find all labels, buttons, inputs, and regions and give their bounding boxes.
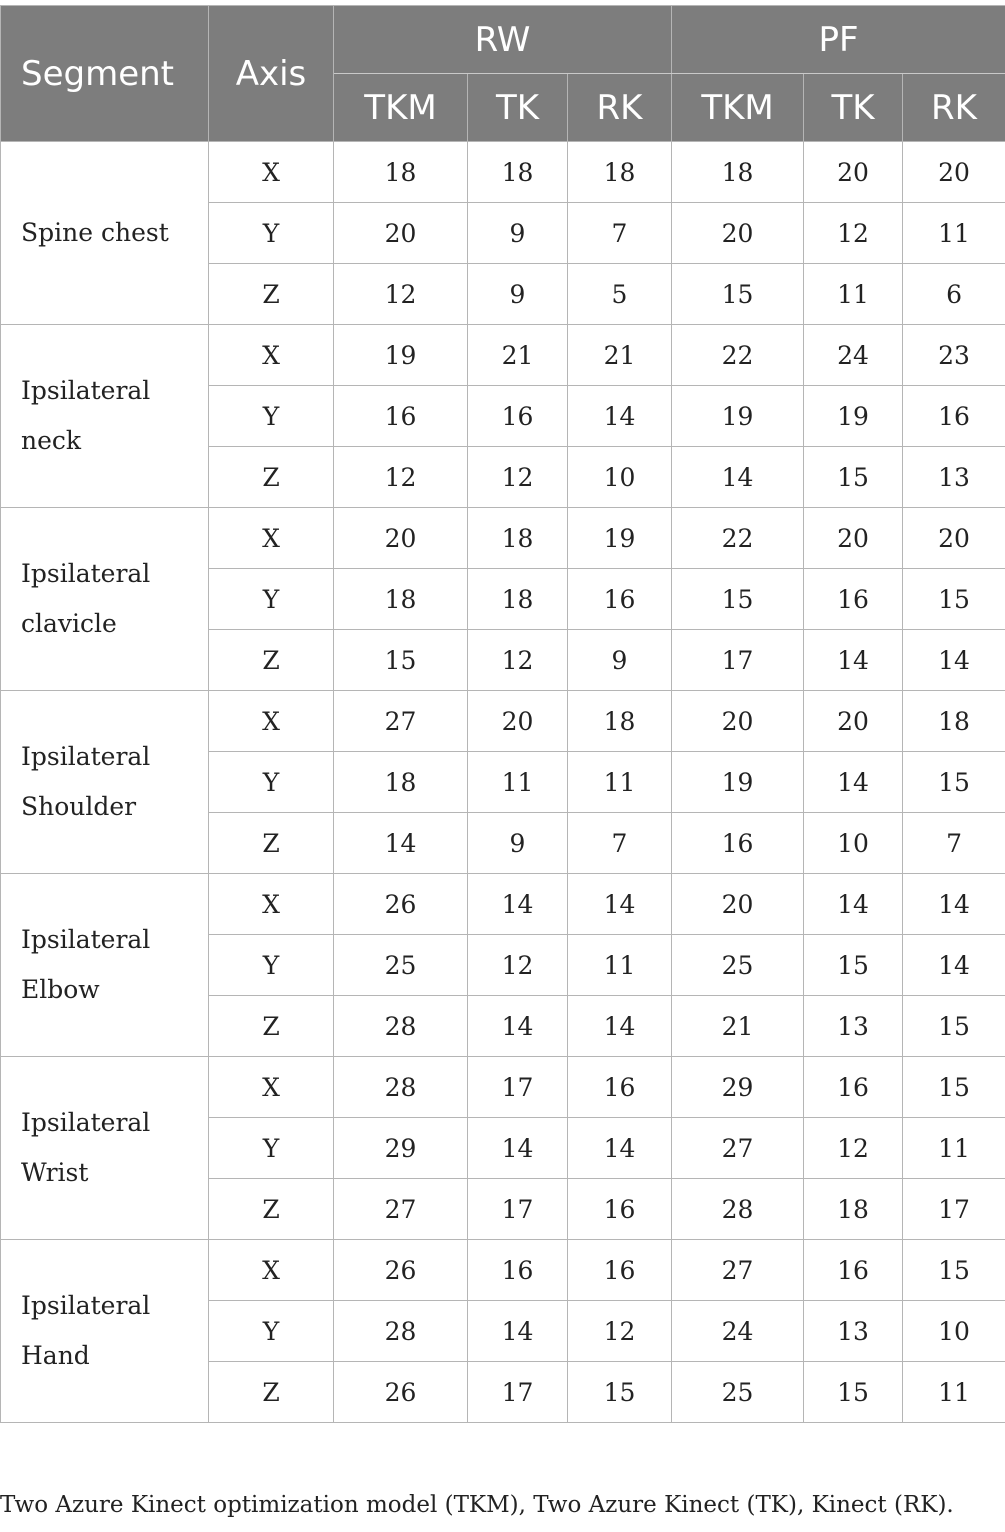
value-cell: 28 bbox=[334, 996, 468, 1057]
value-cell: 28 bbox=[334, 1057, 468, 1118]
value-cell: 18 bbox=[334, 569, 468, 630]
value-cell: 29 bbox=[334, 1118, 468, 1179]
segment-name: Ipsilateral Shoulder bbox=[1, 691, 209, 874]
value-cell: 14 bbox=[334, 813, 468, 874]
value-cell: 15 bbox=[804, 935, 903, 996]
value-cell: 16 bbox=[468, 1240, 568, 1301]
value-cell: 15 bbox=[568, 1362, 672, 1423]
value-cell: 16 bbox=[468, 386, 568, 447]
value-cell: 16 bbox=[568, 1179, 672, 1240]
value-cell: 17 bbox=[468, 1179, 568, 1240]
value-cell: 15 bbox=[804, 1362, 903, 1423]
value-cell: 25 bbox=[672, 1362, 804, 1423]
value-cell: 10 bbox=[804, 813, 903, 874]
table-row bbox=[1, 874, 1005, 935]
value-cell: 20 bbox=[672, 203, 804, 264]
value-cell: 22 bbox=[672, 325, 804, 386]
value-cell: 18 bbox=[468, 508, 568, 569]
value-cell: 7 bbox=[903, 813, 1005, 874]
axis-cell: Y bbox=[209, 1301, 334, 1362]
value-cell: 29 bbox=[672, 1057, 804, 1118]
value-cell: 12 bbox=[334, 447, 468, 508]
value-cell: 15 bbox=[903, 752, 1005, 813]
value-cell: 14 bbox=[568, 386, 672, 447]
value-cell: 13 bbox=[804, 1301, 903, 1362]
axis-cell: Y bbox=[209, 752, 334, 813]
group-header-rw: RW bbox=[334, 6, 672, 74]
value-cell: 11 bbox=[568, 935, 672, 996]
value-cell: 15 bbox=[903, 569, 1005, 630]
value-cell: 20 bbox=[804, 508, 903, 569]
axis-cell: Z bbox=[209, 1362, 334, 1423]
value-cell: 17 bbox=[672, 630, 804, 691]
segment-header: Segment bbox=[1, 6, 209, 142]
axis-cell: Z bbox=[209, 264, 334, 325]
value-cell: 14 bbox=[804, 874, 903, 935]
segment-name: Ipsilateral Wrist bbox=[1, 1057, 209, 1240]
value-cell: 20 bbox=[903, 508, 1005, 569]
value-cell: 27 bbox=[672, 1118, 804, 1179]
segment-name: Ipsilateral Hand bbox=[1, 1240, 209, 1423]
table-row bbox=[1, 1240, 1005, 1301]
value-cell: 14 bbox=[568, 874, 672, 935]
table-header bbox=[1, 6, 1005, 142]
value-cell: 14 bbox=[468, 996, 568, 1057]
value-cell: 24 bbox=[672, 1301, 804, 1362]
axis-cell: Z bbox=[209, 1179, 334, 1240]
axis-cell: Z bbox=[209, 813, 334, 874]
value-cell: 12 bbox=[468, 447, 568, 508]
subheader: TK bbox=[468, 74, 568, 142]
value-cell: 20 bbox=[804, 142, 903, 203]
value-cell: 19 bbox=[568, 508, 672, 569]
value-cell: 18 bbox=[468, 569, 568, 630]
value-cell: 14 bbox=[568, 996, 672, 1057]
value-cell: 11 bbox=[903, 1118, 1005, 1179]
value-cell: 9 bbox=[468, 203, 568, 264]
value-cell: 13 bbox=[903, 447, 1005, 508]
value-cell: 11 bbox=[903, 203, 1005, 264]
value-cell: 15 bbox=[672, 569, 804, 630]
value-cell: 15 bbox=[903, 996, 1005, 1057]
group-header-pf: PF bbox=[672, 6, 1005, 74]
axis-cell: X bbox=[209, 142, 334, 203]
value-cell: 20 bbox=[334, 508, 468, 569]
table-row bbox=[1, 325, 1005, 386]
value-cell: 19 bbox=[334, 325, 468, 386]
value-cell: 20 bbox=[672, 874, 804, 935]
value-cell: 7 bbox=[568, 203, 672, 264]
axis-cell: Y bbox=[209, 1118, 334, 1179]
value-cell: 20 bbox=[468, 691, 568, 752]
value-cell: 23 bbox=[903, 325, 1005, 386]
value-cell: 13 bbox=[804, 996, 903, 1057]
axis-cell: Z bbox=[209, 996, 334, 1057]
value-cell: 11 bbox=[804, 264, 903, 325]
value-cell: 17 bbox=[468, 1057, 568, 1118]
value-cell: 15 bbox=[804, 447, 903, 508]
value-cell: 15 bbox=[672, 264, 804, 325]
value-cell: 17 bbox=[468, 1362, 568, 1423]
axis-cell: Z bbox=[209, 630, 334, 691]
value-cell: 25 bbox=[334, 935, 468, 996]
table-row bbox=[1, 1057, 1005, 1118]
axis-cell: Y bbox=[209, 203, 334, 264]
value-cell: 12 bbox=[804, 1118, 903, 1179]
value-cell: 7 bbox=[568, 813, 672, 874]
value-cell: 16 bbox=[672, 813, 804, 874]
value-cell: 12 bbox=[468, 935, 568, 996]
value-cell: 14 bbox=[468, 1301, 568, 1362]
value-cell: 18 bbox=[672, 142, 804, 203]
value-cell: 27 bbox=[334, 691, 468, 752]
value-cell: 14 bbox=[903, 935, 1005, 996]
value-cell: 27 bbox=[672, 1240, 804, 1301]
value-cell: 9 bbox=[468, 264, 568, 325]
value-cell: 19 bbox=[672, 752, 804, 813]
value-cell: 11 bbox=[468, 752, 568, 813]
value-cell: 21 bbox=[672, 996, 804, 1057]
axis-cell: Y bbox=[209, 386, 334, 447]
table-row bbox=[1, 691, 1005, 752]
value-cell: 14 bbox=[672, 447, 804, 508]
value-cell: 18 bbox=[903, 691, 1005, 752]
table-row bbox=[1, 142, 1005, 203]
value-cell: 16 bbox=[804, 569, 903, 630]
subheader: RK bbox=[568, 74, 672, 142]
value-cell: 25 bbox=[672, 935, 804, 996]
value-cell: 15 bbox=[903, 1057, 1005, 1118]
axis-cell: Y bbox=[209, 935, 334, 996]
subheader: TKM bbox=[334, 74, 468, 142]
results-table bbox=[0, 5, 1005, 1423]
subheader: RK bbox=[903, 74, 1005, 142]
value-cell: 16 bbox=[334, 386, 468, 447]
value-cell: 10 bbox=[568, 447, 672, 508]
value-cell: 18 bbox=[334, 752, 468, 813]
axis-cell: X bbox=[209, 874, 334, 935]
axis-header: Axis bbox=[209, 6, 334, 142]
table-footnote: Two Azure Kinect optimization model (TKM), Two Azure Kinect (TK), Kinect (RK). bbox=[0, 1492, 954, 1518]
axis-cell: X bbox=[209, 325, 334, 386]
value-cell: 17 bbox=[903, 1179, 1005, 1240]
value-cell: 18 bbox=[334, 142, 468, 203]
value-cell: 14 bbox=[468, 1118, 568, 1179]
value-cell: 16 bbox=[568, 1240, 672, 1301]
value-cell: 14 bbox=[903, 630, 1005, 691]
value-cell: 21 bbox=[468, 325, 568, 386]
value-cell: 9 bbox=[568, 630, 672, 691]
value-cell: 16 bbox=[804, 1057, 903, 1118]
value-cell: 27 bbox=[334, 1179, 468, 1240]
value-cell: 11 bbox=[903, 1362, 1005, 1423]
axis-cell: X bbox=[209, 1240, 334, 1301]
value-cell: 14 bbox=[468, 874, 568, 935]
value-cell: 20 bbox=[903, 142, 1005, 203]
value-cell: 20 bbox=[672, 691, 804, 752]
value-cell: 20 bbox=[804, 691, 903, 752]
value-cell: 18 bbox=[804, 1179, 903, 1240]
value-cell: 18 bbox=[468, 142, 568, 203]
table-body bbox=[1, 142, 1005, 1423]
value-cell: 18 bbox=[568, 691, 672, 752]
value-cell: 28 bbox=[672, 1179, 804, 1240]
value-cell: 16 bbox=[568, 569, 672, 630]
value-cell: 14 bbox=[903, 874, 1005, 935]
value-cell: 28 bbox=[334, 1301, 468, 1362]
value-cell: 12 bbox=[468, 630, 568, 691]
value-cell: 22 bbox=[672, 508, 804, 569]
value-cell: 24 bbox=[804, 325, 903, 386]
value-cell: 10 bbox=[903, 1301, 1005, 1362]
value-cell: 20 bbox=[334, 203, 468, 264]
segment-name: Ipsilateral neck bbox=[1, 325, 209, 508]
value-cell: 19 bbox=[804, 386, 903, 447]
value-cell: 12 bbox=[568, 1301, 672, 1362]
value-cell: 11 bbox=[568, 752, 672, 813]
value-cell: 16 bbox=[568, 1057, 672, 1118]
subheader: TKM bbox=[672, 74, 804, 142]
value-cell: 16 bbox=[804, 1240, 903, 1301]
axis-cell: X bbox=[209, 1057, 334, 1118]
value-cell: 6 bbox=[903, 264, 1005, 325]
value-cell: 12 bbox=[804, 203, 903, 264]
subheader: TK bbox=[804, 74, 903, 142]
value-cell: 26 bbox=[334, 1240, 468, 1301]
value-cell: 15 bbox=[334, 630, 468, 691]
value-cell: 19 bbox=[672, 386, 804, 447]
value-cell: 14 bbox=[568, 1118, 672, 1179]
value-cell: 14 bbox=[804, 752, 903, 813]
axis-cell: Z bbox=[209, 447, 334, 508]
segment-name: Spine chest bbox=[1, 142, 209, 325]
table-row bbox=[1, 508, 1005, 569]
axis-cell: X bbox=[209, 691, 334, 752]
value-cell: 21 bbox=[568, 325, 672, 386]
axis-cell: Y bbox=[209, 569, 334, 630]
value-cell: 26 bbox=[334, 874, 468, 935]
segment-name: Ipsilateral clavicle bbox=[1, 508, 209, 691]
value-cell: 12 bbox=[334, 264, 468, 325]
value-cell: 9 bbox=[468, 813, 568, 874]
value-cell: 14 bbox=[804, 630, 903, 691]
value-cell: 5 bbox=[568, 264, 672, 325]
value-cell: 16 bbox=[903, 386, 1005, 447]
segment-name: Ipsilateral Elbow bbox=[1, 874, 209, 1057]
axis-cell: X bbox=[209, 508, 334, 569]
value-cell: 15 bbox=[903, 1240, 1005, 1301]
value-cell: 18 bbox=[568, 142, 672, 203]
value-cell: 26 bbox=[334, 1362, 468, 1423]
